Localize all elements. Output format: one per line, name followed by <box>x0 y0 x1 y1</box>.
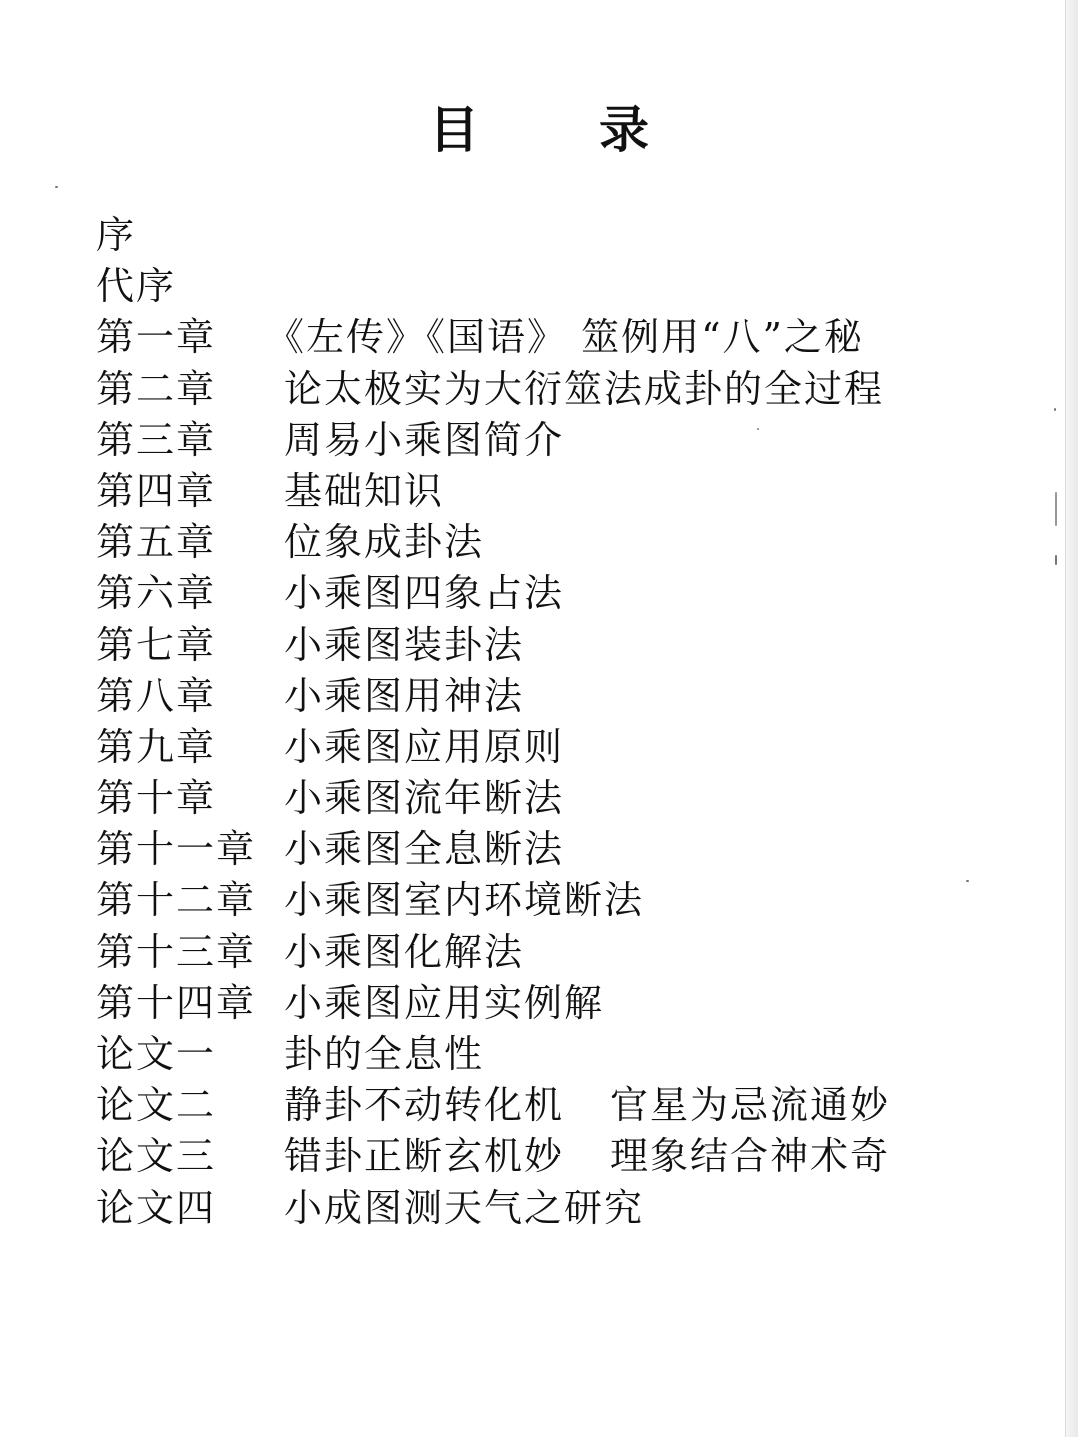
toc-item <box>96 568 996 619</box>
toc-item <box>96 1183 996 1234</box>
toc-chapter-title: 小乘图用神法 <box>284 673 525 718</box>
toc-item <box>96 671 996 722</box>
toc-item <box>96 1080 996 1131</box>
toc-chapter-title: 小乘图化解法 <box>284 929 525 974</box>
toc-chapter-title: 小乘图应用原则 <box>284 724 565 769</box>
toc-chapter-label: 第二章 <box>96 366 217 411</box>
toc-chapter-title: 小乘图四象占法 <box>284 571 565 616</box>
scan-speck <box>1055 492 1057 526</box>
toc-chapter-label: 第四章 <box>96 468 217 513</box>
toc-chapter-title-second: 官星为忌流通妙 <box>610 1083 891 1128</box>
scan-speck <box>966 880 969 882</box>
toc-chapter-title: 静卦不动转化机 <box>284 1083 565 1128</box>
toc-chapter-label: 第八章 <box>96 673 217 718</box>
toc-chapter-title: 《左传》《国语》 筮例用“八”之秘 <box>266 315 864 360</box>
toc-item <box>96 927 996 978</box>
toc-item <box>96 415 996 466</box>
toc-item <box>96 824 996 875</box>
toc-chapter-label: 第十二章 <box>96 878 257 923</box>
title-char-2: 录 <box>599 101 649 159</box>
toc-chapter-label: 第十一章 <box>96 827 257 872</box>
toc-entry-text: 序 <box>96 213 137 257</box>
toc-chapter-label: 第六章 <box>96 571 217 616</box>
toc-entry-text: 代序 <box>96 264 177 309</box>
toc-chapter-title: 小乘图装卦法 <box>284 622 525 667</box>
toc-item <box>96 620 996 671</box>
toc-chapter-title: 论太极实为大衍筮法成卦的全过程 <box>284 366 885 411</box>
toc-item <box>96 1131 996 1182</box>
toc-item <box>96 773 996 824</box>
toc-chapter-label: 第十四章 <box>96 980 257 1025</box>
page-title <box>0 100 1078 160</box>
toc-chapter-title-second: 理象结合神术奇 <box>610 1134 891 1179</box>
toc-chapter-title: 小乘图流年断法 <box>284 776 565 821</box>
scan-speck <box>1054 408 1056 411</box>
toc-chapter-title: 基础知识 <box>284 468 445 513</box>
toc-chapter-label: 第九章 <box>96 724 217 769</box>
toc-chapter-title: 周易小乘图简介 <box>284 417 565 462</box>
toc-chapter-title: 卦的全息性 <box>284 1032 485 1076</box>
toc-chapter-label: 论文一 <box>96 1032 217 1076</box>
scan-speck <box>757 428 759 430</box>
scan-speck <box>1055 555 1057 565</box>
toc-item-foreword <box>96 261 996 312</box>
toc-chapter-label: 第五章 <box>96 520 217 565</box>
toc-item <box>96 1029 996 1080</box>
toc-item <box>96 517 996 568</box>
toc-chapter-title: 小乘图室内环境断法 <box>284 878 645 923</box>
toc-chapter-title: 位象成卦法 <box>284 520 485 565</box>
toc-item <box>96 978 996 1029</box>
page-edge <box>1065 0 1078 1437</box>
toc-chapter-label: 第一章 <box>96 315 217 360</box>
table-of-contents <box>96 210 996 1234</box>
toc-chapter-label: 论文三 <box>96 1134 217 1179</box>
toc-chapter-title: 小成图测天气之研究 <box>284 1185 645 1230</box>
toc-chapter-label: 论文二 <box>96 1083 217 1128</box>
title-char-1: 目 <box>429 101 479 159</box>
toc-chapter-label: 论文四 <box>96 1185 217 1230</box>
toc-chapter-title: 错卦正断玄机妙 <box>284 1134 565 1179</box>
toc-item <box>96 722 996 773</box>
scan-speck <box>55 186 58 188</box>
toc-chapter-label: 第三章 <box>96 417 217 462</box>
toc-item <box>96 312 996 363</box>
toc-item <box>96 875 996 926</box>
toc-chapter-label: 第七章 <box>96 622 217 667</box>
toc-chapter-label: 第十三章 <box>96 929 257 974</box>
toc-chapter-label: 第十章 <box>96 776 217 821</box>
toc-item <box>96 364 996 415</box>
toc-chapter-title: 小乘图应用实例解 <box>284 980 605 1025</box>
toc-item-preface <box>96 210 996 261</box>
toc-item <box>96 466 996 517</box>
toc-chapter-title: 小乘图全息断法 <box>284 827 565 872</box>
